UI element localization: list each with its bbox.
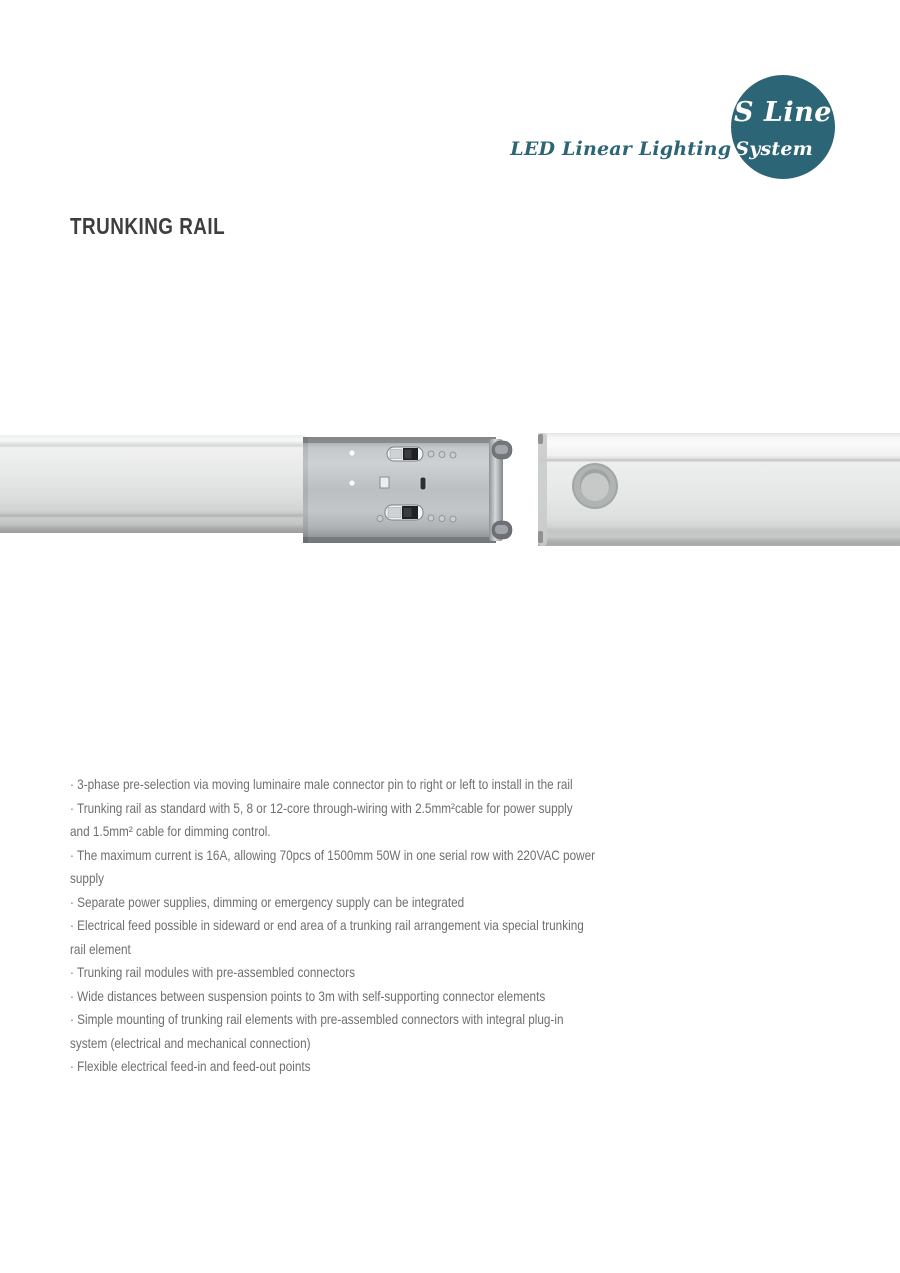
square-hole [380, 477, 389, 488]
left-rail-image [0, 435, 305, 533]
connector-bottom-edge [303, 537, 496, 543]
rail-groove-line [538, 459, 900, 462]
pilot-hole [349, 450, 354, 455]
logo-tagline [510, 138, 813, 160]
feature-line: system (electrical and mechanical connection) [70, 1034, 311, 1051]
feature-line: and 1.5mm² cable for dimming control. [70, 823, 271, 839]
feature-line: rail element [70, 940, 131, 957]
latch-slot-bottom [385, 505, 423, 520]
pilot-hole [349, 480, 354, 485]
feature-line: · 3-phase pre-selection via moving luminaire male connector pin to right or left to install in the rail [70, 776, 573, 792]
logo-badge-text: S Line [734, 97, 832, 128]
feature-line: · The maximum current is 16A, allowing 70pcs of 1500mm 50W in one serial row with 220VAC power [70, 846, 596, 863]
rect-hole [420, 477, 426, 490]
feature-line: · Electrical feed possible in sideward or end area of a trunking rail arrangement via special trunking [70, 917, 584, 933]
feature-line: · Flexible electrical feed-in and feed-out points [70, 1058, 311, 1074]
right-rail-image [538, 433, 900, 546]
rail-end-cap [538, 433, 547, 546]
grommet-hole [572, 463, 618, 509]
tagline-prefix: LED Linear Lighting [510, 138, 732, 160]
feature-list [70, 773, 776, 1079]
feature-line: · Simple mounting of trunking rail elements with pre-assembled connectors with integral plug-in [70, 1011, 564, 1027]
feature-line: supply [70, 870, 104, 886]
connector-end-image [303, 437, 512, 543]
feature-line: · Trunking rail modules with pre-assembled connectors [70, 964, 355, 980]
page-title: TRUNKING RAIL [70, 213, 226, 239]
feature-line: · Trunking rail as standard with 5, 8 or 12-core through-wiring with 2.5mm²cable for power supply [70, 799, 573, 816]
tagline-suffix: System [735, 138, 813, 160]
feature-line: · Separate power supplies, dimming or emergency supply can be integrated [70, 893, 465, 910]
latch-slot-top [387, 447, 423, 461]
feature-line: · Wide distances between suspension points to 3m with self-supporting connector elements [70, 987, 546, 1004]
trunking-rail-illustration [0, 428, 900, 558]
product-photo [0, 428, 900, 558]
connector-top-edge [303, 437, 496, 443]
